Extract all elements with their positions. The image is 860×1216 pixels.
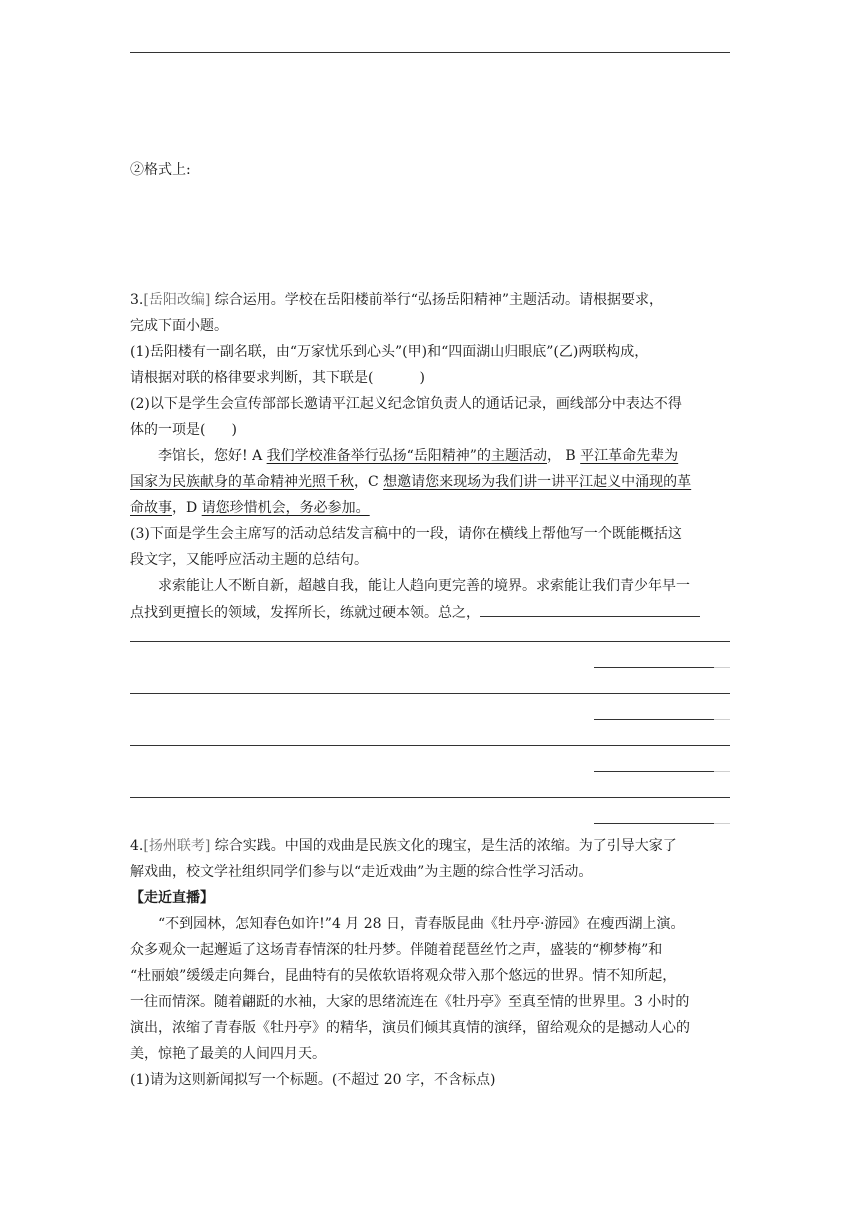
dialog-option-d: 请您珍惜机会，务必参加。 bbox=[201, 500, 370, 516]
q3-part2-prompt: 体的一项是( bbox=[130, 422, 206, 438]
q3-intro-line2: 完成下面小题。 bbox=[130, 318, 228, 334]
q3-intro-text: 综合运用。学校在岳阳楼前举行“弘扬岳阳精神”主题活动。请根据要求， bbox=[210, 292, 664, 308]
answer-short-line bbox=[594, 667, 714, 668]
dialog-line1 bbox=[130, 446, 730, 466]
dialog-option-c-part1: 想邀请您来现场为我们讲一讲平江起义中涌现的革 bbox=[383, 474, 692, 490]
dialog-greeting: 李馆长，您好! A bbox=[158, 448, 267, 464]
quote-text: 点找到更擅长的领域，发挥所长，练就过硬本领。总之， bbox=[130, 605, 480, 621]
dialog-option-b-part2: 国家为民族献身的革命精神光照千秋 bbox=[130, 474, 354, 490]
q4-intro-text: 综合实践。中国的戏曲是民族文化的瑰宝，是生活的浓缩。为了引导大家了 bbox=[210, 838, 677, 854]
summary-answer-blank[interactable] bbox=[480, 602, 700, 617]
q3-part2-line2 bbox=[130, 420, 730, 440]
q3-part1-close: ) bbox=[419, 370, 425, 386]
answer-short-tail bbox=[714, 667, 730, 668]
news-line1: “不到园林，怎知春色如许!”4 月 28 日，青春版昆曲《牡丹亭·游园》在瘦西湖上演。 bbox=[158, 916, 685, 932]
answer-line[interactable] bbox=[130, 797, 730, 798]
q3-part1-prompt: 请根据对联的格律要求判断，其下联是( bbox=[130, 370, 374, 386]
dialog-sep-b: ， B bbox=[546, 448, 581, 464]
q3-part1-line1: (1)岳阳楼有一副名联，由“万家忧乐到心头”(甲)和“四面湖山归眼底”(乙)两联构成， bbox=[130, 344, 649, 360]
answer-short-line bbox=[594, 719, 714, 720]
section-title: 【走近直播】 bbox=[130, 890, 214, 906]
answer-line[interactable] bbox=[130, 641, 730, 642]
quote-line2 bbox=[130, 602, 730, 623]
q3-part3-line2: 段文字，又能呼应活动主题的总结句。 bbox=[130, 552, 368, 568]
q3-source-tag: [岳阳改编] bbox=[143, 292, 211, 308]
q4-number: 4. bbox=[130, 838, 144, 854]
q4-intro-line2: 解戏曲，校文学社组织同学们参与以“走近戏曲”为主题的综合性学习活动。 bbox=[130, 864, 593, 880]
answer-short-line bbox=[594, 823, 714, 824]
dialog-option-c-part2: 命故事 bbox=[130, 500, 172, 516]
format-label: ②格式上: bbox=[130, 162, 191, 178]
dialog-line3 bbox=[130, 498, 730, 518]
answer-short-tail bbox=[714, 719, 730, 720]
header-rule bbox=[130, 52, 730, 53]
quote-line1: 求索能让人不断自新，超越自我，能让人趋向更完善的境界。求索能让我们青少年早一 bbox=[158, 578, 690, 594]
q4-source-tag: [扬州联考] bbox=[143, 838, 211, 854]
q3-number: 3. bbox=[130, 292, 144, 308]
q4-part1: (1)请为这则新闻拟写一个标题。(不超过 20 字，不含标点) bbox=[130, 1072, 496, 1088]
news-line5: 演出，浓缩了青春版《牡丹亭》的精华，演员们倾其真情的演绎，留给观众的是撼动人心的 bbox=[130, 1020, 690, 1036]
q4-intro-line1 bbox=[130, 836, 730, 856]
news-line6: 美，惊艳了最美的人间四月天。 bbox=[130, 1046, 326, 1062]
q3-part1-line2 bbox=[130, 368, 730, 388]
answer-line[interactable] bbox=[130, 693, 730, 694]
dialog-line2 bbox=[130, 472, 730, 492]
q3-part3-line1: (3)下面是学生会主席写的活动总结发言稿中的一段，请你在横线上帮他写一个既能概括这 bbox=[130, 526, 682, 542]
dialog-sep-c: ，C bbox=[354, 474, 384, 490]
news-line2: 众多观众一起邂逅了这场青春情深的牡丹梦。伴随着琵琶丝竹之声，盛装的“柳梦梅”和 bbox=[130, 942, 663, 958]
news-line3: “杜丽娘”缓缓走向舞台，昆曲特有的吴侬软语将观众带入那个悠远的世界。情不知所起， bbox=[130, 968, 677, 984]
q3-intro-line1 bbox=[130, 290, 730, 310]
answer-short-tail bbox=[714, 771, 730, 772]
answer-short-tail bbox=[714, 823, 730, 824]
dialog-option-a: 我们学校准备举行弘扬“岳阳精神”的主题活动 bbox=[266, 448, 547, 464]
answer-short-line bbox=[594, 771, 714, 772]
q3-part2-line1: (2)以下是学生会宣传部部长邀请平江起义纪念馆负责人的通话记录，画线部分中表达不得 bbox=[130, 396, 682, 412]
q3-part2-close: ) bbox=[231, 422, 237, 438]
news-line4: 一往而情深。随着翩跹的水袖，大家的思绪流连在《牡丹亭》至真至情的世界里。3 小时的 bbox=[130, 994, 690, 1010]
answer-line[interactable] bbox=[130, 745, 730, 746]
dialog-sep-d: ，D bbox=[172, 500, 202, 516]
dialog-option-b-part1: 平江革命先辈为 bbox=[580, 448, 679, 464]
